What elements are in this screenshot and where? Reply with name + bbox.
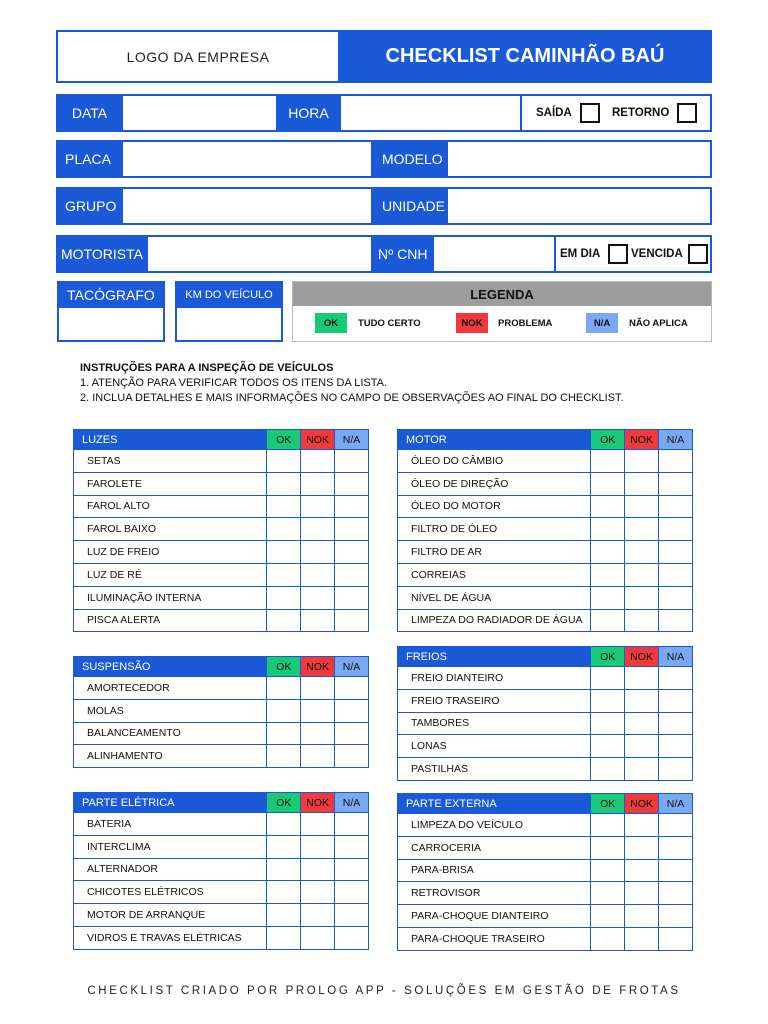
na-checkbox-cell[interactable]	[335, 541, 369, 564]
ok-checkbox-cell[interactable]	[267, 609, 301, 632]
placa-modelo-row	[56, 140, 712, 178]
table-row	[398, 859, 693, 882]
table-header	[398, 647, 693, 667]
date-time-row	[56, 94, 712, 132]
na-checkbox-cell[interactable]	[335, 745, 369, 768]
na-checkbox-cell[interactable]	[335, 904, 369, 927]
na-checkbox-cell[interactable]	[659, 541, 693, 564]
na-checkbox-cell[interactable]	[659, 689, 693, 712]
nok-checkbox-cell[interactable]	[301, 472, 335, 495]
page-title-banner	[338, 30, 712, 83]
na-checkbox-cell[interactable]	[659, 563, 693, 586]
na-column-header: N/A	[335, 793, 369, 813]
unidade-label: UNIDADE	[373, 187, 448, 225]
nok-checkbox-cell[interactable]	[301, 450, 335, 473]
modelo-label: MODELO	[373, 140, 448, 178]
table-row	[74, 813, 369, 836]
table-row	[74, 835, 369, 858]
ok-checkbox-cell[interactable]	[267, 813, 301, 836]
ok-checkbox-cell[interactable]	[267, 699, 301, 722]
item-label: PISCA ALERTA	[74, 609, 267, 632]
item-label: NÍVEL DE ÁGUA	[398, 586, 591, 609]
na-checkbox-cell[interactable]	[659, 472, 693, 495]
na-checkbox-cell[interactable]	[659, 609, 693, 632]
instructions-title: INSTRUÇÕES PARA A INSPEÇÃO DE VEÍCULOS	[80, 362, 334, 374]
km-label: KM DO VEÍCULO	[175, 281, 283, 308]
data-field[interactable]	[123, 96, 277, 130]
ok-checkbox-cell[interactable]	[267, 563, 301, 586]
checklist-table-suspensao	[73, 656, 369, 768]
na-checkbox-cell[interactable]	[659, 859, 693, 882]
na-checkbox-cell[interactable]	[335, 609, 369, 632]
table-row	[74, 609, 369, 632]
nok-checkbox-cell[interactable]	[625, 689, 659, 712]
na-checkbox-cell[interactable]	[335, 813, 369, 836]
table-header	[74, 793, 369, 813]
ok-column-header: OK	[267, 657, 301, 677]
placa-field[interactable]	[123, 142, 371, 176]
na-checkbox-cell[interactable]	[335, 926, 369, 949]
ok-checkbox-cell[interactable]	[267, 450, 301, 473]
ok-checkbox-cell[interactable]	[591, 667, 625, 690]
ok-checkbox-cell[interactable]	[591, 758, 625, 781]
table-row	[74, 518, 369, 541]
ok-checkbox-cell[interactable]	[267, 586, 301, 609]
item-label: RETROVISOR	[398, 882, 591, 905]
item-label: AMORTECEDOR	[74, 677, 267, 700]
item-label: MOTOR DE ARRANQUE	[74, 904, 267, 927]
ok-checkbox-cell[interactable]	[267, 858, 301, 881]
nok-checkbox-cell[interactable]	[301, 745, 335, 768]
ok-checkbox-cell[interactable]	[267, 745, 301, 768]
legend-na-text: NÃO APLICA	[629, 317, 688, 329]
company-logo-placeholder	[56, 30, 338, 83]
ok-checkbox-cell[interactable]	[267, 541, 301, 564]
item-label: SETAS	[74, 450, 267, 473]
na-checkbox-cell[interactable]	[659, 667, 693, 690]
table-header	[398, 430, 693, 450]
ok-checkbox-cell[interactable]	[267, 472, 301, 495]
table-row	[74, 722, 369, 745]
na-checkbox-cell[interactable]	[659, 814, 693, 837]
grupo-label: GRUPO	[56, 187, 123, 225]
na-checkbox-cell[interactable]	[659, 586, 693, 609]
ok-checkbox-cell[interactable]	[591, 905, 625, 928]
checklist-table-motor	[397, 429, 693, 632]
nok-checkbox-cell[interactable]	[625, 882, 659, 905]
table-row	[398, 541, 693, 564]
checklist-table-parte-eletrica	[73, 792, 369, 950]
item-label: LUZ DE FREIO	[74, 541, 267, 564]
nok-checkbox-cell[interactable]	[301, 881, 335, 904]
table-row	[398, 563, 693, 586]
vencida-checkbox[interactable]	[688, 244, 708, 264]
table-row	[398, 586, 693, 609]
unidade-field[interactable]	[448, 189, 710, 223]
legend-ok-swatch: OK	[315, 313, 347, 333]
nok-checkbox-cell[interactable]	[301, 926, 335, 949]
table-row	[74, 472, 369, 495]
item-label: VIDROS E TRAVAS ELÉTRICAS	[74, 926, 267, 949]
na-column-header: N/A	[659, 647, 693, 667]
na-column-header: N/A	[335, 657, 369, 677]
ok-checkbox-cell[interactable]	[591, 563, 625, 586]
item-label: FAROL ALTO	[74, 495, 267, 518]
item-label: BALANCEAMENTO	[74, 722, 267, 745]
checklist-table-freios	[397, 646, 693, 781]
ok-column-header: OK	[267, 793, 301, 813]
table-row	[398, 735, 693, 758]
grupo-unidade-row	[56, 187, 712, 225]
item-label: LUZ DE RÉ	[74, 563, 267, 586]
instructions-line-1: 1. ATENÇÃO PARA VERIFICAR TODOS OS ITENS DA LISTA.	[80, 377, 388, 389]
row-divider	[520, 94, 522, 132]
nok-checkbox-cell[interactable]	[625, 518, 659, 541]
table-header	[398, 794, 693, 814]
table-row	[74, 586, 369, 609]
item-label: LIMPEZA DO RADIADOR DE ÁGUA	[398, 609, 591, 632]
na-column-header: N/A	[335, 430, 369, 450]
table-row	[398, 882, 693, 905]
na-checkbox-cell[interactable]	[335, 586, 369, 609]
ok-checkbox-cell[interactable]	[267, 495, 301, 518]
page-title: CHECKLIST CAMINHÃO BAÚ	[385, 45, 665, 67]
nok-column-header: NOK	[625, 794, 659, 814]
ok-checkbox-cell[interactable]	[591, 450, 625, 473]
footer-credit: CHECKLIST CRIADO POR PROLOG APP - SOLUÇÕES EM GESTÃO DE FROTAS	[87, 985, 681, 997]
nok-checkbox-cell[interactable]	[301, 858, 335, 881]
nok-checkbox-cell[interactable]	[301, 722, 335, 745]
nok-checkbox-cell[interactable]	[301, 699, 335, 722]
table-row	[74, 541, 369, 564]
table-row	[398, 758, 693, 781]
ok-checkbox-cell[interactable]	[267, 904, 301, 927]
table-row	[398, 609, 693, 632]
motorista-label: MOTORISTA	[56, 235, 148, 273]
table-row	[398, 472, 693, 495]
hora-label: HORA	[276, 94, 341, 132]
motorista-cnh-row	[56, 235, 712, 273]
table-row	[398, 814, 693, 837]
nok-checkbox-cell[interactable]	[625, 735, 659, 758]
na-checkbox-cell[interactable]	[335, 495, 369, 518]
table-row	[74, 699, 369, 722]
ok-checkbox-cell[interactable]	[267, 677, 301, 700]
item-label: LONAS	[398, 735, 591, 758]
nok-checkbox-cell[interactable]	[625, 836, 659, 859]
table-row	[74, 904, 369, 927]
legend-box	[292, 281, 712, 342]
nok-checkbox-cell[interactable]	[301, 609, 335, 632]
nok-checkbox-cell[interactable]	[301, 835, 335, 858]
data-label: DATA	[56, 94, 123, 132]
table-row	[398, 495, 693, 518]
retorno-checkbox[interactable]	[677, 103, 697, 123]
nok-checkbox-cell[interactable]	[301, 813, 335, 836]
nok-checkbox-cell[interactable]	[625, 586, 659, 609]
item-label: INTERCLIMA	[74, 835, 267, 858]
table-row	[74, 677, 369, 700]
ok-checkbox-cell[interactable]	[591, 735, 625, 758]
ok-column-header: OK	[591, 430, 625, 450]
item-label: CORREIAS	[398, 563, 591, 586]
table-header	[74, 430, 369, 450]
nok-checkbox-cell[interactable]	[301, 563, 335, 586]
na-checkbox-cell[interactable]	[659, 735, 693, 758]
nok-checkbox-cell[interactable]	[301, 904, 335, 927]
nok-column-header: NOK	[301, 430, 335, 450]
table-row	[398, 712, 693, 735]
checklist-table-parte-externa	[397, 793, 693, 951]
ok-checkbox-cell[interactable]	[591, 814, 625, 837]
na-checkbox-cell[interactable]	[335, 518, 369, 541]
table-row	[74, 881, 369, 904]
nok-column-header: NOK	[301, 657, 335, 677]
nok-checkbox-cell[interactable]	[625, 927, 659, 950]
legend-nok-swatch: NOK	[456, 313, 488, 333]
nok-checkbox-cell[interactable]	[301, 518, 335, 541]
nok-checkbox-cell[interactable]	[301, 677, 335, 700]
vencida-label: VENCIDA	[631, 248, 683, 260]
table-header	[74, 657, 369, 677]
nok-checkbox-cell[interactable]	[625, 541, 659, 564]
nok-checkbox-cell[interactable]	[625, 712, 659, 735]
na-checkbox-cell[interactable]	[659, 712, 693, 735]
grupo-field[interactable]	[123, 189, 371, 223]
ok-checkbox-cell[interactable]	[591, 859, 625, 882]
item-label: PARA-CHOQUE TRASEIRO	[398, 927, 591, 950]
nok-column-header: NOK	[625, 430, 659, 450]
legend-ok-text: TUDO CERTO	[358, 317, 421, 329]
item-label: ÓLEO DO CÂMBIO	[398, 450, 591, 473]
na-checkbox-cell[interactable]	[659, 495, 693, 518]
item-label: CHICOTES ELÉTRICOS	[74, 881, 267, 904]
ok-checkbox-cell[interactable]	[591, 495, 625, 518]
saida-checkbox[interactable]	[580, 103, 600, 123]
ok-checkbox-cell[interactable]	[267, 926, 301, 949]
saida-label: SAÍDA	[536, 107, 572, 119]
na-checkbox-cell[interactable]	[335, 699, 369, 722]
ok-checkbox-cell[interactable]	[267, 835, 301, 858]
instructions-line-2: 2. INCLUA DETALHES E MAIS INFORMAÇÕES NO CAMPO DE OBSERVAÇÕES AO FINAL DO CHECKLIST.	[80, 392, 624, 404]
item-label: LIMPEZA DO VEÍCULO	[398, 814, 591, 837]
nok-checkbox-cell[interactable]	[625, 814, 659, 837]
table-row	[74, 858, 369, 881]
nok-checkbox-cell[interactable]	[301, 495, 335, 518]
item-label: ALINHAMENTO	[74, 745, 267, 768]
ok-checkbox-cell[interactable]	[267, 722, 301, 745]
table-row	[398, 450, 693, 473]
table-row	[398, 927, 693, 950]
ok-checkbox-cell[interactable]	[591, 472, 625, 495]
na-checkbox-cell[interactable]	[335, 677, 369, 700]
item-label: PARA-CHOQUE DIANTEIRO	[398, 905, 591, 928]
category-title: MOTOR	[398, 430, 591, 450]
nok-column-header: NOK	[301, 793, 335, 813]
nok-column-header: NOK	[625, 647, 659, 667]
na-checkbox-cell[interactable]	[659, 758, 693, 781]
item-label: FILTRO DE ÓLEO	[398, 518, 591, 541]
item-label: ÓLEO DE DIREÇÃO	[398, 472, 591, 495]
table-row	[74, 450, 369, 473]
checklist-table-luzes	[73, 429, 369, 632]
table-row	[398, 689, 693, 712]
nok-checkbox-cell[interactable]	[625, 609, 659, 632]
item-label: ÓLEO DO MOTOR	[398, 495, 591, 518]
item-label: ALTERNADOR	[74, 858, 267, 881]
nok-checkbox-cell[interactable]	[301, 541, 335, 564]
category-title: LUZES	[74, 430, 267, 450]
category-title: PARTE ELÉTRICA	[74, 793, 267, 813]
table-row	[398, 667, 693, 690]
na-checkbox-cell[interactable]	[335, 881, 369, 904]
nok-checkbox-cell[interactable]	[625, 563, 659, 586]
row-divider	[554, 235, 556, 273]
item-label: BATERIA	[74, 813, 267, 836]
na-column-header: N/A	[659, 430, 693, 450]
item-label: FREIO DIANTEIRO	[398, 667, 591, 690]
item-label: FAROLETE	[74, 472, 267, 495]
hora-field[interactable]	[341, 96, 521, 130]
item-label: FILTRO DE AR	[398, 541, 591, 564]
ok-column-header: OK	[267, 430, 301, 450]
tacografo-field[interactable]	[57, 308, 165, 342]
nok-checkbox-cell[interactable]	[625, 495, 659, 518]
ok-checkbox-cell[interactable]	[591, 836, 625, 859]
ok-column-header: OK	[591, 794, 625, 814]
na-checkbox-cell[interactable]	[335, 835, 369, 858]
ok-checkbox-cell[interactable]	[591, 882, 625, 905]
cnh-field[interactable]	[434, 237, 555, 271]
legend-nok-text: PROBLEMA	[498, 317, 553, 329]
nok-checkbox-cell[interactable]	[625, 450, 659, 473]
item-label: FAROL BAIXO	[74, 518, 267, 541]
nok-checkbox-cell[interactable]	[625, 667, 659, 690]
category-title: FREIOS	[398, 647, 591, 667]
table-row	[398, 518, 693, 541]
category-title: PARTE EXTERNA	[398, 794, 591, 814]
ok-checkbox-cell[interactable]	[591, 927, 625, 950]
ok-checkbox-cell[interactable]	[591, 609, 625, 632]
na-checkbox-cell[interactable]	[335, 858, 369, 881]
logo-text: LOGO DA EMPRESA	[126, 48, 270, 65]
em-dia-checkbox[interactable]	[608, 244, 628, 264]
nok-checkbox-cell[interactable]	[625, 905, 659, 928]
na-column-header: N/A	[659, 794, 693, 814]
na-checkbox-cell[interactable]	[659, 450, 693, 473]
modelo-field[interactable]	[448, 142, 710, 176]
na-checkbox-cell[interactable]	[659, 518, 693, 541]
ok-checkbox-cell[interactable]	[591, 541, 625, 564]
table-row	[74, 495, 369, 518]
na-checkbox-cell[interactable]	[659, 836, 693, 859]
placa-label: PLACA	[56, 140, 123, 178]
na-checkbox-cell[interactable]	[335, 450, 369, 473]
na-checkbox-cell[interactable]	[659, 882, 693, 905]
table-row	[398, 836, 693, 859]
tacografo-label: TACÓGRAFO	[57, 281, 165, 308]
category-title: SUSPENSÃO	[74, 657, 267, 677]
item-label: MOLAS	[74, 699, 267, 722]
ok-checkbox-cell[interactable]	[591, 518, 625, 541]
ok-checkbox-cell[interactable]	[267, 881, 301, 904]
ok-checkbox-cell[interactable]	[591, 586, 625, 609]
retorno-label: RETORNO	[612, 107, 670, 119]
instructions	[80, 361, 624, 406]
na-checkbox-cell[interactable]	[335, 472, 369, 495]
motorista-field[interactable]	[148, 237, 371, 271]
na-checkbox-cell[interactable]	[335, 722, 369, 745]
ok-column-header: OK	[591, 647, 625, 667]
nok-checkbox-cell[interactable]	[301, 586, 335, 609]
item-label: ILUMINAÇÃO INTERNA	[74, 586, 267, 609]
ok-checkbox-cell[interactable]	[591, 712, 625, 735]
legend-na-swatch: N/A	[586, 313, 618, 333]
nok-checkbox-cell[interactable]	[625, 859, 659, 882]
na-checkbox-cell[interactable]	[659, 905, 693, 928]
table-row	[74, 563, 369, 586]
ok-checkbox-cell[interactable]	[267, 518, 301, 541]
em-dia-label: EM DIA	[560, 248, 601, 260]
table-row	[74, 926, 369, 949]
item-label: TAMBORES	[398, 712, 591, 735]
km-field[interactable]	[175, 308, 283, 342]
item-label: CARROCERIA	[398, 836, 591, 859]
table-row	[74, 745, 369, 768]
legend-title: LEGENDA	[293, 282, 711, 306]
item-label: FREIO TRASEIRO	[398, 689, 591, 712]
nok-checkbox-cell[interactable]	[625, 758, 659, 781]
na-checkbox-cell[interactable]	[659, 927, 693, 950]
cnh-label: Nº CNH	[373, 235, 434, 273]
nok-checkbox-cell[interactable]	[625, 472, 659, 495]
table-row	[398, 905, 693, 928]
item-label: PASTILHAS	[398, 758, 591, 781]
ok-checkbox-cell[interactable]	[591, 689, 625, 712]
na-checkbox-cell[interactable]	[335, 563, 369, 586]
item-label: PARA-BRISA	[398, 859, 591, 882]
